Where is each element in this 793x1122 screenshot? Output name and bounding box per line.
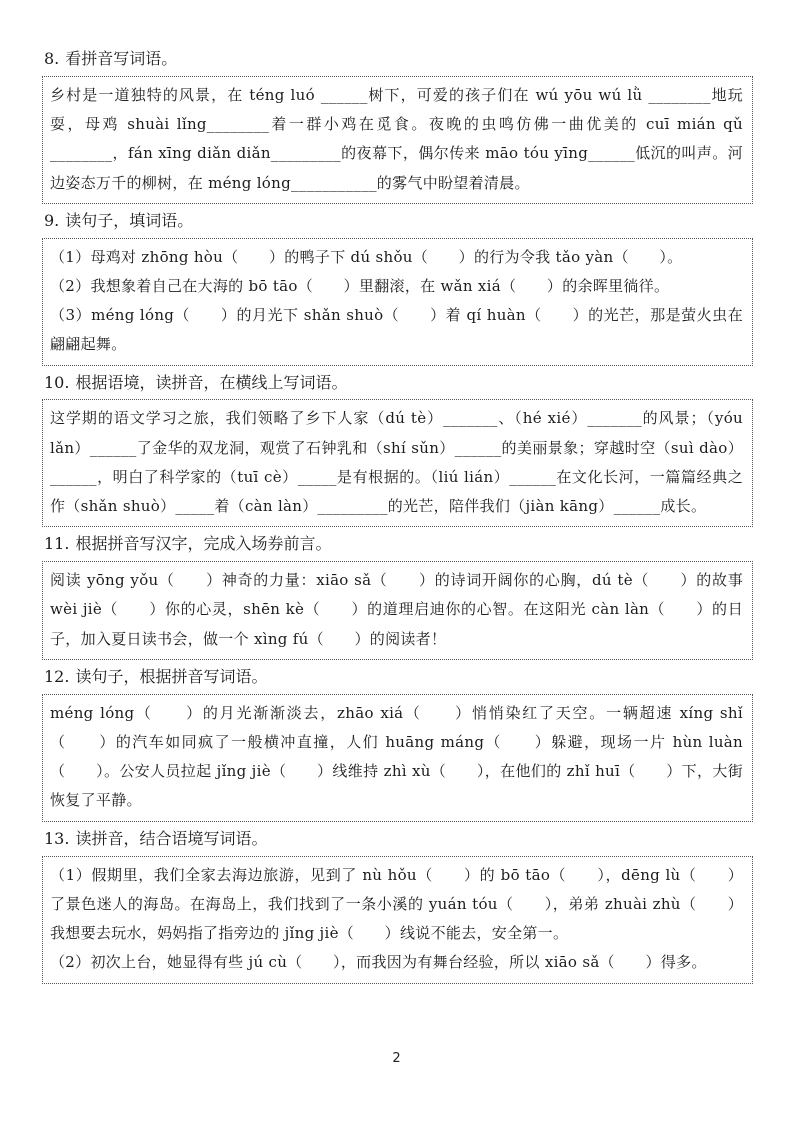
question-title: 读句子，根据拼音写词语。 bbox=[75, 666, 268, 686]
question-9-heading bbox=[44, 211, 753, 232]
question-paragraph: （1）假期里，我们全家去海边旅游，见到了 nù hǒu（ ）的 bō tāo（ ），dēng lù（ ）了景色迷人的海岛。在海岛上，我们找到了一条小溪的 yuán tóu（ ），弟弟 zhuài zhù（ ）我想要去玩水，妈妈指了指旁边的 jǐng jiè（ ）线说不能去，安全第一。 bbox=[50, 865, 743, 943]
question-11-box bbox=[42, 561, 753, 660]
question-number: 8. bbox=[44, 49, 60, 68]
question-12-box bbox=[42, 694, 753, 822]
question-title: 看拼音写词语。 bbox=[65, 49, 178, 68]
question-10 bbox=[42, 373, 753, 528]
page-number: 2 bbox=[392, 1051, 401, 1066]
question-number: 13. bbox=[44, 828, 70, 848]
question-13 bbox=[42, 829, 753, 984]
question-10-box bbox=[42, 399, 753, 527]
question-paragraph: 阅读 yōng yǒu（ ）神奇的力量：xiāo sǎ（ ）的诗词开阔你的心胸，dú tè（ ）的故事 wèi jiè（ ）你的心灵，shēn kè（ ）的道理启迪你的心智。在这阳光 càn làn（ ）的日子，加入夏日读书会，做一个 xìng fú（ ）的阅读者！ bbox=[50, 571, 743, 648]
question-paragraph: méng lóng（ ）的月光渐渐淡去，zhāo xiá（ ）悄悄染红了天空。一辆超速 xíng shǐ（ ）的汽车如同疯了一般横冲直撞，人们 huāng máng（ ）躲避，现场一片 hùn luàn（ ）。公安人员拉起 jǐng jiè（ ）线维持 zhì xù（ ），在他们的 zhǐ huī（ ）下，大街恢复了平静。 bbox=[50, 703, 743, 810]
question-paragraph: 乡村是一道独特的风景，在 téng luó ______树下，可爱的孩子们在 wú yōu wú lǜ ________地玩耍，母鸡 shuài lǐng________着一群小鸡在觅食。夜晚的虫鸣仿佛一曲优美的 cuī mián qǔ ________，fán xīng diǎn diǎn_________的夜幕下，偶尔传来 māo tóu yīng______低沉的叫声。河边姿态万千的柳树，在 méng lóng___________的雾气中盼望着清晨。 bbox=[50, 85, 743, 192]
question-paragraph: （3）méng lóng（ ）的月光下 shǎn shuò（ ）着 qí huàn（ ）的光芒，那是萤火虫在翩翩起舞。 bbox=[50, 306, 743, 354]
question-title: 根据语境，读拼音，在横线上写词语。 bbox=[75, 372, 348, 392]
question-11-heading bbox=[44, 534, 753, 555]
question-11 bbox=[42, 534, 753, 660]
question-paragraph: 这学期的语文学习之旅，我们领略了乡下人家（dú tè）_______、（hé xié）_______的风景；（yóu lǎn）______了金华的双龙洞，观赏了石钟乳和（shí sǔn）______的美丽景象；穿越时空（suì dào）______，明白了科学家的（tuī cè）_____是有根据的。（liú lián）______在文化长河，一篇篇经典之作（shǎn shuò）_____着（càn làn）_________的光芒，陪伴我们（jiàn kāng）______成长。 bbox=[50, 409, 743, 516]
question-12 bbox=[42, 667, 753, 822]
question-paragraph: （1）母鸡对 zhōng hòu（ ）的鸭子下 dú shǒu（ ）的行为令我 tǎo yàn（ ）。 bbox=[50, 247, 683, 266]
question-8-box bbox=[42, 76, 753, 204]
question-10-heading bbox=[44, 373, 753, 394]
question-9 bbox=[42, 211, 753, 366]
question-8-heading bbox=[44, 49, 753, 70]
question-12-heading bbox=[44, 667, 753, 688]
question-title: 根据拼音写汉字，完成入场券前言。 bbox=[75, 534, 332, 554]
question-number: 12. bbox=[44, 666, 70, 686]
question-title: 读拼音，结合语境写词语。 bbox=[75, 828, 268, 848]
question-8 bbox=[42, 49, 753, 204]
question-title: 读句子，填词语。 bbox=[65, 210, 194, 230]
question-13-box bbox=[42, 856, 753, 984]
question-number: 11. bbox=[44, 534, 70, 554]
question-paragraph: （2）我想象着自己在大海的 bō tāo（ ）里翻滚，在 wǎn xiá（ ）的余晖里徜徉。 bbox=[50, 276, 670, 295]
question-13-heading bbox=[44, 829, 753, 850]
question-paragraph: （2）初次上台，她显得有些 jú cù（ ），而我因为有舞台经验，所以 xiāo sǎ（ ）得多。 bbox=[50, 953, 707, 972]
question-number: 10. bbox=[44, 372, 70, 392]
question-number: 9. bbox=[44, 210, 60, 230]
question-9-box bbox=[42, 238, 753, 366]
